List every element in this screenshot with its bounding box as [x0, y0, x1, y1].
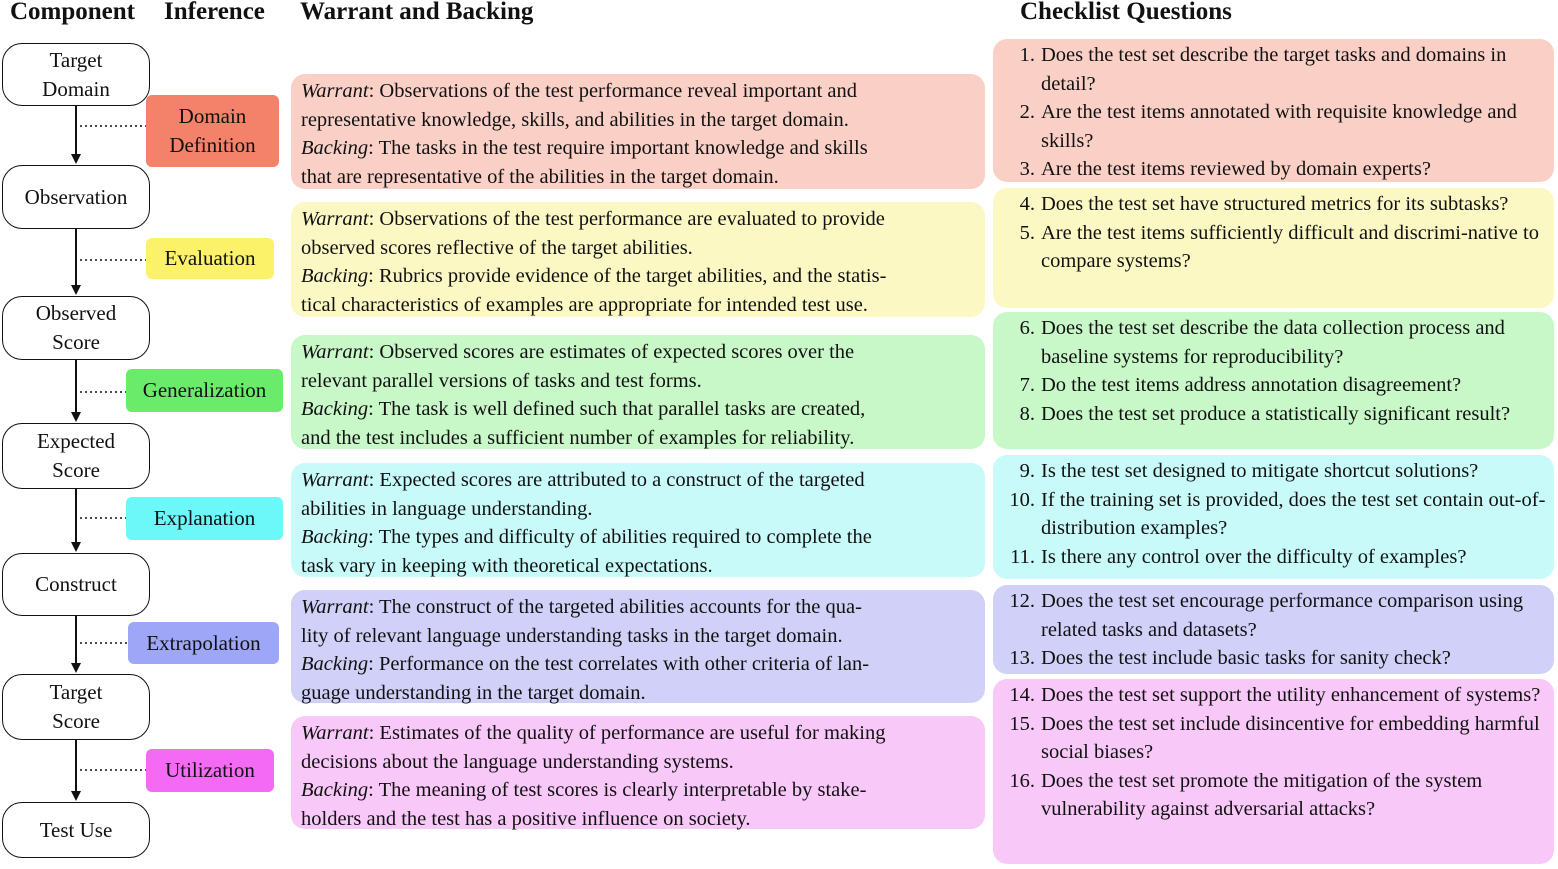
component-expected-score: Expected Score [2, 423, 150, 489]
inference-domain-definition: Domain Definition [146, 95, 279, 167]
checklist-question: 15. Does the test set include disincentive for embedding harmful social biases? [1009, 712, 1540, 763]
warrant-box-generalization: Warrant: Observed scores are estimates of expected scores over the relevant parallel versions of tasks and test forms. Backing: The task is well defined such that parallel tasks are created, and the test includes a sufficient number of examples for reliability. [291, 335, 985, 449]
warrant-box-extrapolation: Warrant: The construct of the targeted abilities accounts for the qua- lity of relevant language understanding tasks in the target domain. Backing: Performance on the test correlates with other criteria of lan- guage understanding in the target domain. [291, 590, 985, 703]
checklist-question: 9. Is the test set designed to mitigate shortcut solutions? [1019, 460, 1479, 482]
component-observed-score: Observed Score [2, 296, 150, 360]
checklist-question: 8. Does the test set produce a statistically significant result? [1019, 402, 1511, 425]
checklist-question: 3. Are the test items reviewed by domain experts? [1019, 158, 1431, 180]
checklist-question: 2. Are the test items annotated with requisite knowledge and skills? [1019, 101, 1517, 152]
checklist-question: 16. Does the test set promote the mitigation of the system vulnerability against adversarial attacks? [1009, 769, 1483, 820]
header-inference: Inference [164, 0, 265, 25]
checklist-question: 10. If the training set is provided, does the test set contain out-of-distribution examples? [1009, 488, 1546, 539]
checklist-box-domain-definition [993, 39, 1554, 182]
inference-generalization: Generalization [126, 369, 283, 412]
checklist-box-evaluation [993, 188, 1554, 308]
warrant-box-domain-definition: Warrant: Observations of the test performance reveal important and representative knowledge, skills, and abilities in the target domain. Backing: The tasks in the test require important knowledge and skills that are representative of the abilities in the target domain. [291, 74, 985, 189]
inference-evaluation: Evaluation [146, 238, 274, 279]
warrant-box-explanation: Warrant: Expected scores are attributed to a construct of the targeted abilities in language understanding. Backing: The types and difficulty of abilities required to complete the task vary in keeping with theoretical expectations. [291, 463, 985, 577]
component-test-use: Test Use [2, 802, 150, 858]
component-target-domain: Target Domain [2, 43, 150, 106]
component-observation: Observation [2, 165, 150, 229]
warrant-box-evaluation: Warrant: Observations of the test performance are evaluated to provide observed scores reflective of the target abilities. Backing: Rubrics provide evidence of the target abilities, and the statis- tical characteristics of examples are appropriate for intended test use. [291, 202, 985, 317]
checklist-box-generalization [993, 312, 1554, 449]
checklist-box-extrapolation [993, 585, 1554, 674]
checklist-question: 6. Does the test set describe the data collection process and baseline systems for reproducibility? [1019, 317, 1505, 368]
checklist-question: 14. Does the test set support the utility enhancement of systems? [1009, 684, 1541, 706]
header-component: Component [10, 0, 136, 25]
component-construct: Construct [2, 553, 150, 616]
checklist-box-explanation [993, 455, 1554, 579]
checklist-box-utilization [993, 679, 1554, 864]
inference-explanation: Explanation [126, 497, 283, 540]
header-warrant-backing: Warrant and Backing [300, 0, 534, 25]
warrant-box-utilization: Warrant: Estimates of the quality of performance are useful for making decisions about the language understanding systems. Backing: The meaning of test scores is clearly interpretable by stake- holders and the test has a positive influence on society. [291, 716, 985, 829]
component-target-score: Target Score [2, 674, 150, 740]
checklist-question: 1. Does the test set describe the target tasks and domains in detail? [1019, 44, 1507, 95]
checklist-question: 4. Does the test set have structured metrics for its subtasks? [1019, 193, 1509, 215]
checklist-question: 13. Does the test include basic tasks for sanity check? [1009, 647, 1451, 669]
checklist-question: 12. Does the test set encourage performance comparison using related tasks and datasets? [1009, 590, 1524, 641]
checklist-question: 7. Do the test items address annotation disagreement? [1019, 374, 1462, 396]
checklist-question: 5. Are the test items sufficiently difficult and discrimi-native to compare systems? [1019, 221, 1539, 272]
header-checklist: Checklist Questions [1020, 0, 1232, 25]
inference-utilization: Utilization [146, 749, 274, 792]
checklist-question: 11. Is there any control over the difficulty of examples? [1010, 545, 1467, 568]
inference-extrapolation: Extrapolation [128, 622, 279, 664]
